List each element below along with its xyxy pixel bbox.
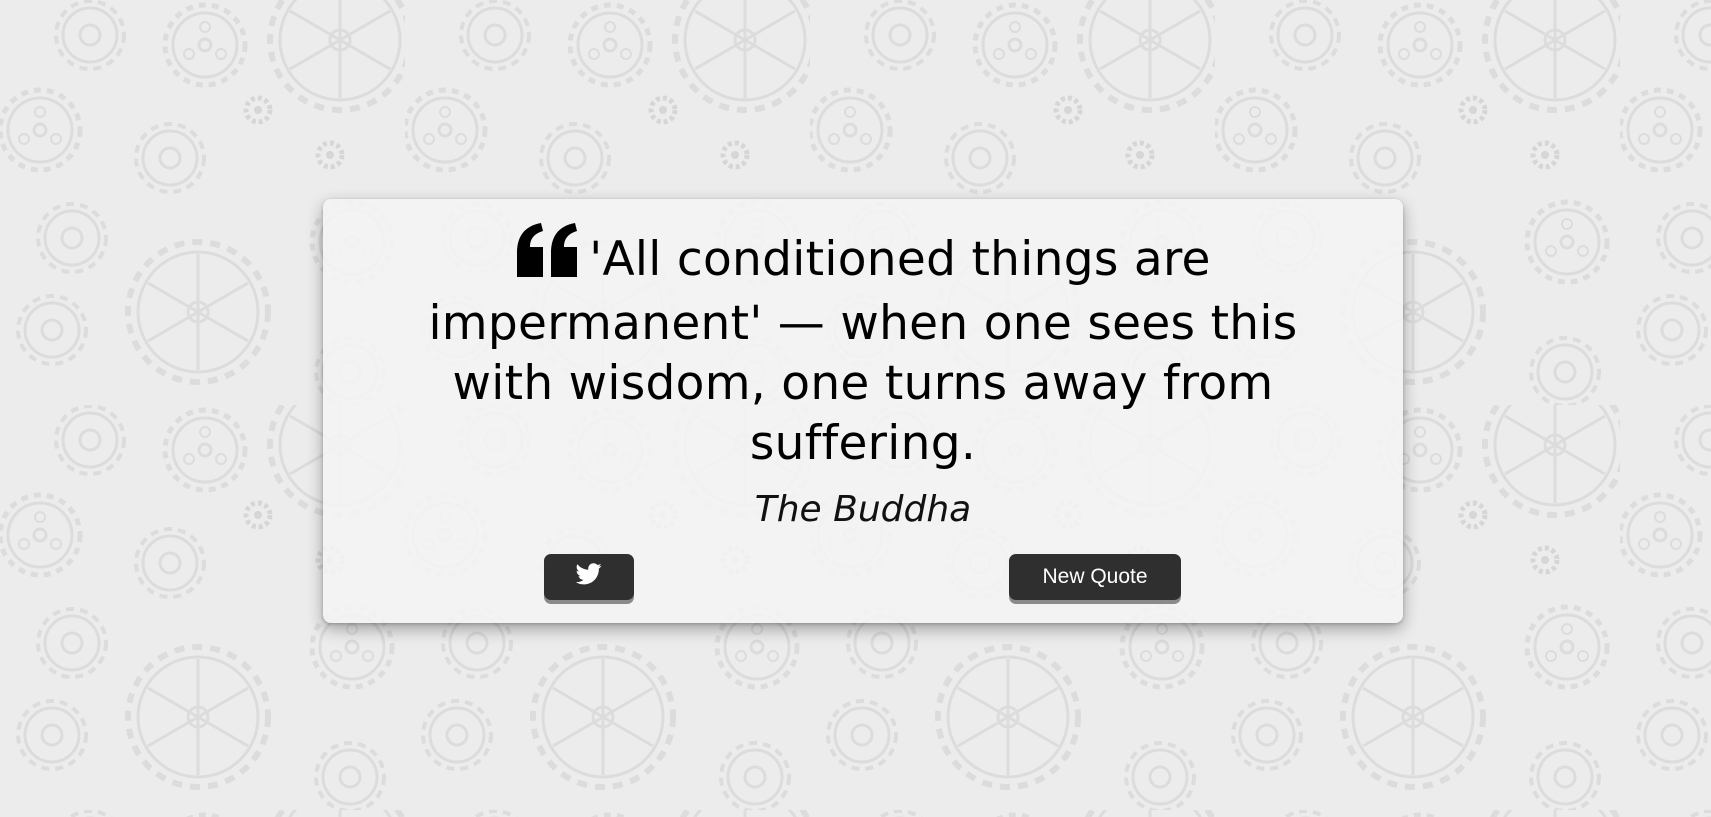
quote-author: The Buddha	[754, 489, 972, 530]
twitter-icon	[576, 563, 602, 591]
quote-text-block	[393, 223, 1333, 474]
quote-left-icon	[515, 223, 581, 294]
quote-text: 'All conditioned things are impermanent' — when one sees this with wisdom, one turns away from suffering.	[428, 232, 1298, 471]
tweet-button[interactable]	[544, 554, 634, 600]
new-quote-button[interactable]: New Quote	[1009, 554, 1181, 600]
quote-box	[323, 199, 1403, 623]
